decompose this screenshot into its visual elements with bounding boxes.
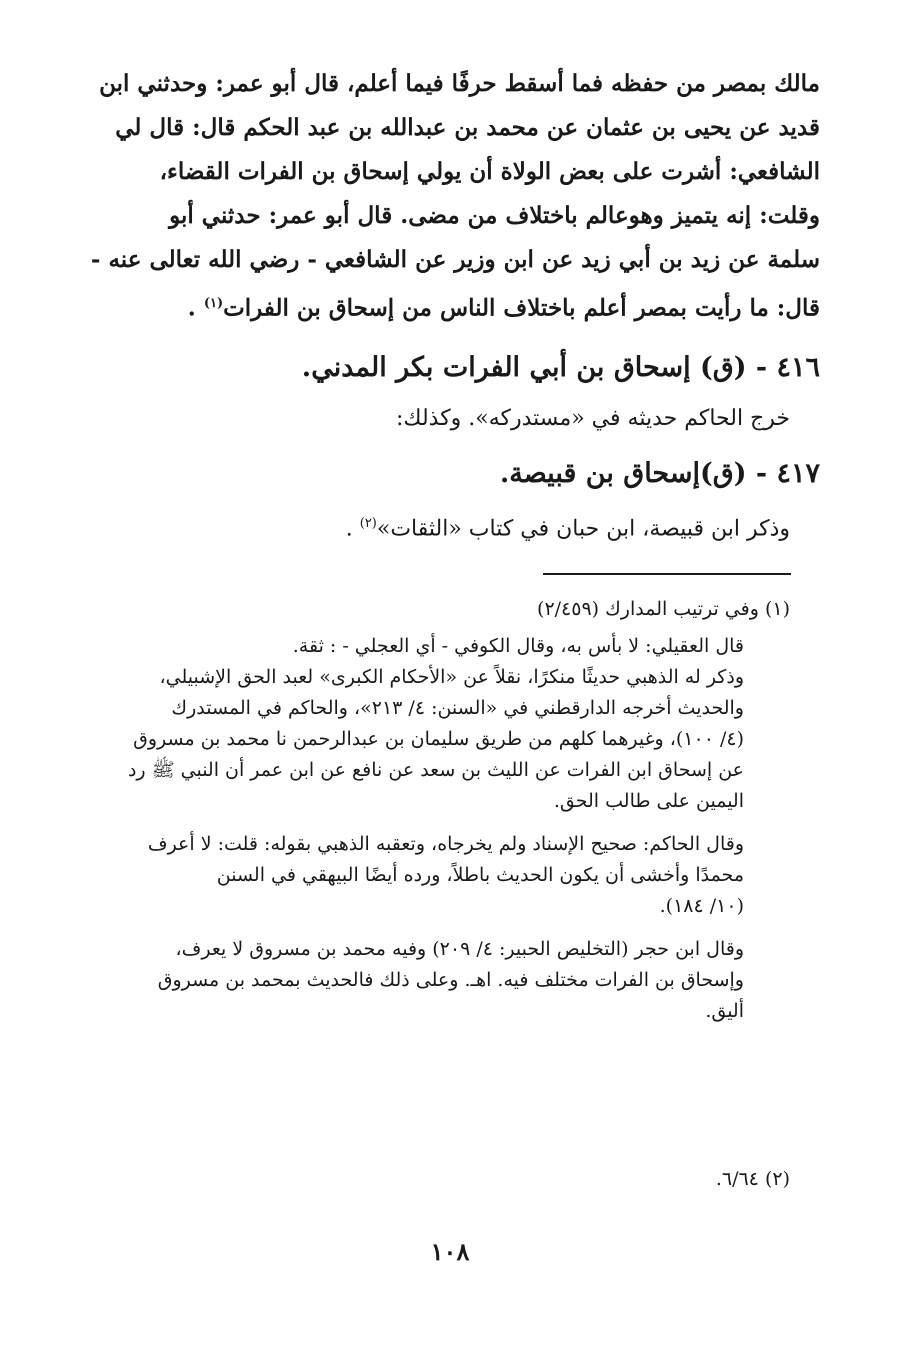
text-line-content: قال: ما رأيت بمصر أعلم باختلاف الناس من إسحاق بن الفرات — [223, 294, 820, 322]
footnote-2 — [60, 1164, 790, 1195]
footnote-line-text: ٦/٦٤. — [715, 1168, 759, 1190]
footnote-ref: (١) — [203, 296, 224, 311]
footnote-1 — [60, 594, 790, 1027]
footnote-separator — [543, 573, 791, 575]
line-end: . — [187, 294, 196, 322]
text-line: قديد عن يحيى بن عثمان عن محمد بن عبدالله بن عبد الحكم قال: قال لي — [115, 114, 820, 141]
entry-text-417 — [200, 516, 790, 541]
footnote-line: قال العقيلي: لا بأس به، وقال الكوفي - أي العجلي - : ثقة. — [292, 635, 744, 657]
line-end: . — [345, 516, 353, 542]
footnote-line: (٤/ ١٠٠)، وغيرهما كلهم من طريق سليمان بن عبدالرحمن نا محمد بن مسروق — [133, 728, 744, 750]
footnote-body — [60, 631, 790, 1027]
entry-text-417-content: وذكر ابن قبيصة، ابن حبان في كتاب «الثقات» — [376, 516, 790, 542]
footnote-marker: (٢) — [764, 1168, 790, 1190]
footnote-line — [60, 594, 790, 625]
footnote-line: (١٠/ ١٨٤). — [659, 895, 744, 917]
footnote-line: عن إسحاق ابن الفرات عن الليث بن سعد عن نافع عن ابن عمر أن النبي ﷺ رد — [127, 759, 744, 781]
text-line — [60, 282, 820, 326]
footnote-line: محمدًا وأخشى أن يكون الحديث باطلاً، ورده أيضًا البيهقي في السنن — [216, 864, 744, 886]
footnote-line: والحديث أخرجه الدارقطني في «السنن: ٤/ ٢١٣»، والحاكم في المستدرك — [171, 697, 744, 719]
text-line: وقلت: إنه يتميز وهوعالم باختلاف من مضى. قال أبو عمر: حدثني أبو — [169, 202, 820, 229]
entry-heading-416: ٤١٦ - (ق) إسحاق بن أبي الفرات بكر المدني. — [301, 352, 820, 383]
footnote-marker: (١) — [764, 598, 790, 620]
text-line: الشافعي: أشرت على بعض الولاة أن يولي إسحاق بن الفرات القضاء، — [159, 158, 820, 185]
footnote-line — [60, 1164, 790, 1195]
footnote-line: وإسحاق بن الفرات مختلف فيه. اهـ. وعلى ذلك فالحديث بمحمد بن مسروق — [157, 969, 744, 991]
text-line: مالك بمصر من حفظه فما أسقط حرفًا فيما أعلم، قال أبو عمر: وحدثني ابن — [99, 70, 820, 97]
main-text — [60, 62, 820, 326]
footnote-line: وقال ابن حجر (التخليص الحبير: ٤/ ٢٠٩) وفيه محمد بن مسروق لا يعرف، — [175, 938, 744, 960]
footnote-line: وذكر له الذهبي حديثًا منكرًا، نقلاً عن «الأحكام الكبرى» لعبد الحق الإشبيلي، — [159, 666, 744, 688]
footnote-line: أليق. — [705, 1000, 744, 1022]
footnote-line: وقال الحاكم: صحيح الإسناد ولم يخرجاه، وتعقبه الذهبي بقوله: قلت: لا أعرف — [147, 833, 744, 855]
entry-text-416: خرج الحاكم حديثه في «مستدركه». وكذلك: — [395, 406, 790, 431]
page-number: ١٠٨ — [430, 1237, 470, 1266]
entry-heading-417: ٤١٧ - (ق)إسحاق بن قبيصة. — [499, 458, 820, 489]
footnote-ref: (٢) — [359, 516, 377, 531]
footnote-line: اليمين على طالب الحق. — [553, 790, 744, 812]
text-line: سلمة عن زيد بن أبي زيد عن ابن وزير عن الشافعي - رضي الله تعالى عنه - — [90, 246, 820, 273]
footnote-line-text: وفي ترتيب المدارك (٢/٤٥٩) — [537, 598, 759, 620]
